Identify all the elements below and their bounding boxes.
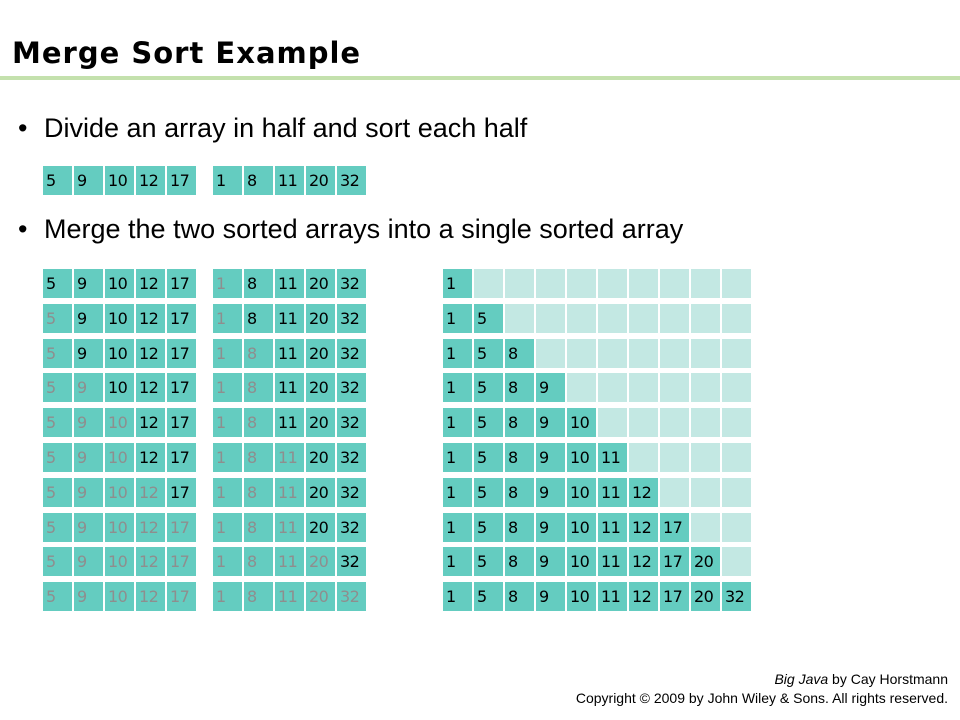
- array-cell: 10: [105, 339, 134, 368]
- merge-left-array: [43, 304, 196, 333]
- result-cell: 12: [629, 547, 658, 576]
- result-cell: 1: [443, 478, 472, 507]
- merge-right-array: [213, 582, 366, 611]
- empty-cell: [722, 547, 751, 576]
- array-cell: 8: [244, 478, 273, 507]
- empty-cell: [629, 443, 658, 472]
- result-cell: 5: [474, 478, 503, 507]
- merge-left-array: [43, 269, 196, 298]
- empty-cell: [536, 269, 565, 298]
- merge-left-array: [43, 443, 196, 472]
- result-cell: 8: [505, 373, 534, 402]
- empty-cell: [629, 408, 658, 437]
- empty-cell: [629, 373, 658, 402]
- result-cell: 5: [474, 304, 503, 333]
- array-cell: 1: [213, 339, 242, 368]
- array-cell: 9: [74, 478, 103, 507]
- empty-cell: [691, 513, 720, 542]
- result-cell: 11: [598, 478, 627, 507]
- result-cell: 1: [443, 582, 472, 611]
- array-cell: 10: [105, 478, 134, 507]
- bullet-text: Merge the two sorted arrays into a single sorted array: [44, 214, 684, 244]
- result-cell: 1: [443, 373, 472, 402]
- array-cell: 8: [244, 582, 273, 611]
- result-cell: 5: [474, 443, 503, 472]
- array-cell: 20: [306, 582, 335, 611]
- array-cell: 11: [275, 269, 304, 298]
- array-cell: 1: [213, 547, 242, 576]
- array-cell: 9: [74, 582, 103, 611]
- empty-cell: [691, 339, 720, 368]
- merged-result-array: [443, 513, 751, 542]
- empty-cell: [536, 304, 565, 333]
- result-cell: 10: [567, 547, 596, 576]
- result-cell: 9: [536, 373, 565, 402]
- array-cell: 11: [275, 304, 304, 333]
- array-cell: 5: [43, 269, 72, 298]
- array-cell: 9: [74, 547, 103, 576]
- result-cell: 5: [474, 339, 503, 368]
- result-cell: 8: [505, 478, 534, 507]
- result-cell: 11: [598, 513, 627, 542]
- array-cell: 5: [43, 478, 72, 507]
- array-cell: 9: [74, 339, 103, 368]
- result-cell: 10: [567, 443, 596, 472]
- array-cell: 32: [337, 513, 366, 542]
- array-cell: 1: [213, 582, 242, 611]
- array-cell: 20: [306, 513, 335, 542]
- array-cell: 32: [337, 166, 366, 195]
- empty-cell: [660, 443, 689, 472]
- array-cell: 17: [167, 373, 196, 402]
- merged-result-array: [443, 582, 751, 611]
- array-cell: 12: [136, 547, 165, 576]
- empty-cell: [598, 373, 627, 402]
- merge-left-array: [43, 478, 196, 507]
- result-cell: 8: [505, 582, 534, 611]
- array-cell: 12: [136, 478, 165, 507]
- array-cell: 17: [167, 269, 196, 298]
- merge-right-array: [213, 373, 366, 402]
- empty-cell: [660, 304, 689, 333]
- array-cell: 11: [275, 339, 304, 368]
- empty-cell: [691, 304, 720, 333]
- array-cell: 12: [136, 443, 165, 472]
- array-cell: 9: [74, 513, 103, 542]
- array-cell: 11: [275, 408, 304, 437]
- result-cell: 9: [536, 443, 565, 472]
- result-cell: 9: [536, 408, 565, 437]
- empty-cell: [722, 443, 751, 472]
- array-cell: 32: [337, 547, 366, 576]
- merge-left-array: [43, 408, 196, 437]
- array-cell: 20: [306, 304, 335, 333]
- array-cell: 11: [275, 513, 304, 542]
- empty-cell: [598, 408, 627, 437]
- result-cell: 1: [443, 443, 472, 472]
- array-cell: 17: [167, 582, 196, 611]
- merged-result-array: [443, 547, 751, 576]
- bullet-divide: [18, 113, 527, 144]
- result-cell: 5: [474, 408, 503, 437]
- empty-cell: [536, 339, 565, 368]
- array-cell: 10: [105, 443, 134, 472]
- bullet-dot-icon: •: [18, 214, 28, 244]
- result-cell: 9: [536, 582, 565, 611]
- merge-right-array: [213, 443, 366, 472]
- empty-cell: [474, 269, 503, 298]
- result-cell: 5: [474, 547, 503, 576]
- array-cell: 11: [275, 478, 304, 507]
- footer-credit: [576, 670, 948, 708]
- array-cell: 32: [337, 373, 366, 402]
- array-cell: 8: [244, 443, 273, 472]
- array-cell: 10: [105, 513, 134, 542]
- merge-left-array: [43, 513, 196, 542]
- array-cell: 17: [167, 408, 196, 437]
- array-cell: 32: [337, 443, 366, 472]
- result-cell: 5: [474, 373, 503, 402]
- array-cell: 5: [43, 304, 72, 333]
- result-cell: 8: [505, 547, 534, 576]
- array-cell: 8: [244, 304, 273, 333]
- empty-cell: [722, 304, 751, 333]
- merged-result-array: [443, 408, 751, 437]
- merged-result-array: [443, 373, 751, 402]
- array-cell: 12: [136, 582, 165, 611]
- empty-cell: [722, 408, 751, 437]
- empty-cell: [567, 373, 596, 402]
- array-cell: 20: [306, 373, 335, 402]
- array-cell: 9: [74, 373, 103, 402]
- empty-cell: [691, 443, 720, 472]
- array-cell: 12: [136, 373, 165, 402]
- array-cell: 5: [43, 547, 72, 576]
- merged-result-array: [443, 478, 751, 507]
- array-cell: 5: [43, 166, 72, 195]
- array-cell: 12: [136, 304, 165, 333]
- empty-cell: [567, 269, 596, 298]
- array-cell: 9: [74, 269, 103, 298]
- result-cell: 5: [474, 513, 503, 542]
- empty-cell: [505, 269, 534, 298]
- result-cell: 12: [629, 582, 658, 611]
- result-cell: 10: [567, 582, 596, 611]
- array-cell: 10: [105, 269, 134, 298]
- result-cell: 17: [660, 582, 689, 611]
- empty-cell: [660, 408, 689, 437]
- array-cell: 10: [105, 582, 134, 611]
- array-cell: 10: [105, 547, 134, 576]
- array-cell: 8: [244, 408, 273, 437]
- empty-cell: [629, 269, 658, 298]
- array-cell: 11: [275, 373, 304, 402]
- merge-left-array: [43, 582, 196, 611]
- merged-result-array: [443, 443, 751, 472]
- divided-left-array: [43, 166, 196, 195]
- empty-cell: [660, 373, 689, 402]
- result-cell: 9: [536, 513, 565, 542]
- merged-result-array: [443, 269, 751, 298]
- array-cell: 32: [337, 582, 366, 611]
- result-cell: 10: [567, 478, 596, 507]
- result-cell: 20: [691, 547, 720, 576]
- empty-cell: [691, 269, 720, 298]
- array-cell: 1: [213, 443, 242, 472]
- empty-cell: [691, 373, 720, 402]
- array-cell: 8: [244, 547, 273, 576]
- merged-result-array: [443, 304, 751, 333]
- result-cell: 8: [505, 408, 534, 437]
- merge-right-array: [213, 339, 366, 368]
- result-cell: 11: [598, 443, 627, 472]
- array-cell: 8: [244, 513, 273, 542]
- empty-cell: [722, 513, 751, 542]
- merge-right-array: [213, 547, 366, 576]
- empty-cell: [660, 339, 689, 368]
- array-cell: 11: [275, 166, 304, 195]
- empty-cell: [722, 269, 751, 298]
- array-cell: 8: [244, 373, 273, 402]
- empty-cell: [567, 339, 596, 368]
- empty-cell: [505, 304, 534, 333]
- empty-cell: [691, 478, 720, 507]
- result-cell: 20: [691, 582, 720, 611]
- array-cell: 8: [244, 166, 273, 195]
- array-cell: 10: [105, 166, 134, 195]
- result-cell: 12: [629, 513, 658, 542]
- array-cell: 9: [74, 443, 103, 472]
- result-cell: 10: [567, 408, 596, 437]
- result-cell: 9: [536, 547, 565, 576]
- array-cell: 1: [213, 166, 242, 195]
- result-cell: 1: [443, 339, 472, 368]
- array-cell: 5: [43, 443, 72, 472]
- empty-cell: [722, 478, 751, 507]
- array-cell: 20: [306, 269, 335, 298]
- array-cell: 1: [213, 513, 242, 542]
- array-cell: 5: [43, 513, 72, 542]
- array-cell: 20: [306, 443, 335, 472]
- array-cell: 1: [213, 269, 242, 298]
- array-cell: 32: [337, 339, 366, 368]
- result-cell: 1: [443, 304, 472, 333]
- title-divider: [0, 76, 960, 80]
- copyright-notice: Copyright © 2009 by John Wiley & Sons. All rights reserved.: [575, 690, 948, 706]
- result-cell: 8: [505, 513, 534, 542]
- empty-cell: [598, 269, 627, 298]
- result-cell: 12: [629, 478, 658, 507]
- array-cell: 32: [337, 408, 366, 437]
- array-cell: 20: [306, 339, 335, 368]
- array-cell: 9: [74, 304, 103, 333]
- array-cell: 8: [244, 339, 273, 368]
- bullet-dot-icon: •: [18, 113, 28, 143]
- divided-right-array: [213, 166, 366, 195]
- result-cell: 32: [722, 582, 751, 611]
- array-cell: 10: [105, 373, 134, 402]
- empty-cell: [629, 304, 658, 333]
- result-cell: 11: [598, 582, 627, 611]
- result-cell: 11: [598, 547, 627, 576]
- book-author: by Cay Horstmann: [828, 671, 948, 687]
- array-cell: 10: [105, 408, 134, 437]
- array-cell: 20: [306, 478, 335, 507]
- empty-cell: [598, 339, 627, 368]
- array-cell: 11: [275, 547, 304, 576]
- array-cell: 1: [213, 408, 242, 437]
- empty-cell: [567, 304, 596, 333]
- array-cell: 10: [105, 304, 134, 333]
- array-cell: 17: [167, 166, 196, 195]
- array-cell: 9: [74, 166, 103, 195]
- result-cell: 5: [474, 582, 503, 611]
- merge-left-array: [43, 373, 196, 402]
- array-cell: 17: [167, 478, 196, 507]
- result-cell: 17: [660, 547, 689, 576]
- array-cell: 17: [167, 547, 196, 576]
- empty-cell: [691, 408, 720, 437]
- array-cell: 32: [337, 478, 366, 507]
- merge-right-array: [213, 269, 366, 298]
- result-cell: 8: [505, 443, 534, 472]
- result-cell: 1: [443, 513, 472, 542]
- array-cell: 12: [136, 408, 165, 437]
- result-cell: 1: [443, 408, 472, 437]
- array-cell: 5: [43, 582, 72, 611]
- merge-left-array: [43, 339, 196, 368]
- array-cell: 9: [74, 408, 103, 437]
- array-cell: 17: [167, 443, 196, 472]
- result-cell: 8: [505, 339, 534, 368]
- array-cell: 1: [213, 478, 242, 507]
- result-cell: 1: [443, 547, 472, 576]
- array-cell: 32: [337, 304, 366, 333]
- empty-cell: [722, 339, 751, 368]
- array-cell: 5: [43, 408, 72, 437]
- array-cell: 20: [306, 166, 335, 195]
- array-cell: 1: [213, 304, 242, 333]
- empty-cell: [629, 339, 658, 368]
- array-cell: 32: [337, 269, 366, 298]
- bullet-merge: [18, 214, 683, 245]
- empty-cell: [722, 373, 751, 402]
- merge-right-array: [213, 513, 366, 542]
- empty-cell: [660, 269, 689, 298]
- array-cell: 20: [306, 547, 335, 576]
- merged-result-array: [443, 339, 751, 368]
- empty-cell: [598, 304, 627, 333]
- array-cell: 5: [43, 373, 72, 402]
- array-cell: 17: [167, 339, 196, 368]
- result-cell: 17: [660, 513, 689, 542]
- array-cell: 17: [167, 304, 196, 333]
- array-cell: 20: [306, 408, 335, 437]
- result-cell: 10: [567, 513, 596, 542]
- slide-title: Merge Sort Example: [12, 36, 362, 70]
- merge-left-array: [43, 547, 196, 576]
- array-cell: 11: [275, 582, 304, 611]
- result-cell: 1: [443, 269, 472, 298]
- array-cell: 11: [275, 443, 304, 472]
- array-cell: 12: [136, 339, 165, 368]
- array-cell: 1: [213, 373, 242, 402]
- book-title: Big Java: [774, 671, 829, 687]
- array-cell: 8: [244, 269, 273, 298]
- result-cell: 9: [536, 478, 565, 507]
- array-cell: 17: [167, 513, 196, 542]
- array-cell: 12: [136, 166, 165, 195]
- array-cell: 5: [43, 339, 72, 368]
- array-cell: 12: [136, 269, 165, 298]
- bullet-text: Divide an array in half and sort each half: [44, 113, 528, 143]
- array-cell: 12: [136, 513, 165, 542]
- merge-right-array: [213, 304, 366, 333]
- empty-cell: [660, 478, 689, 507]
- merge-right-array: [213, 478, 366, 507]
- merge-right-array: [213, 408, 366, 437]
